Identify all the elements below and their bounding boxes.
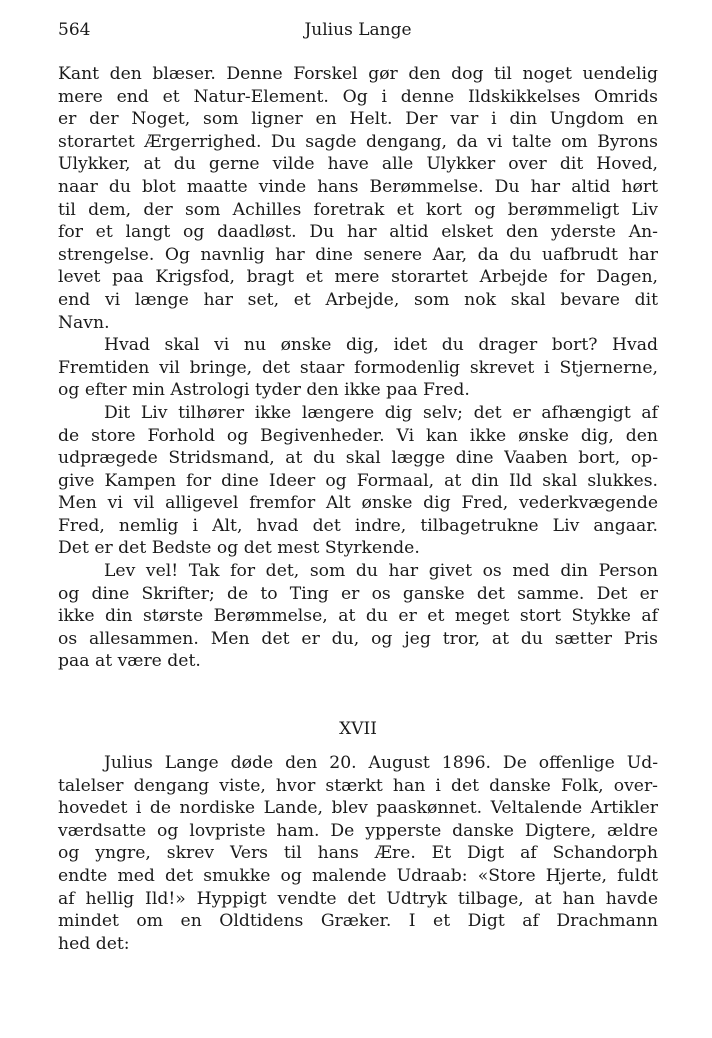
text-line: hed det: [58,933,130,954]
text-line: paa at være det. [58,651,201,672]
text-line: levet paa Krigsfod, bragt et mere storartet Arbejde for Dagen, [58,267,658,288]
text-line-indented: Hvad skal vi nu ønske dig, idet du drager bort? Hvad [104,335,658,356]
text-line: Navn. [58,312,110,333]
text-line: Det er det Bedste og det mest Styrkende. [58,538,420,559]
text-line: Fremtiden vil bringe, det staar formodenlig skrevet i Stjernerne, [58,357,658,378]
text-line-indented: Lev vel! Tak for det, som du har givet os med din Person [104,561,658,582]
text-line: og dine Skrifter; de to Ting er os ganske det samme. Det er [58,583,658,604]
text-line: de store Forhold og Begivenheder. Vi kan ikke ønske dig, den [58,425,658,446]
text-line-indented: Dit Liv tilhører ikke længere dig selv; det er afhængigt af [104,402,658,423]
text-line: endte med det smukke og malende Udraab: «Store Hjerte, fuldt [58,865,658,886]
text-line: end vi længe har set, et Arbejde, som nok skal bevare dit [58,289,658,310]
text-line: give Kampen for dine Ideer og Formaal, at din Ild skal slukkes. [58,470,658,491]
text-line: talelser dengang viste, hvor stærkt han i det danske Folk, over- [58,775,658,796]
text-line: og efter min Astrologi tyder den ikke paa Fred. [58,380,470,401]
text-line: udprægede Stridsmand, at du skal lægge dine Vaaben bort, op- [58,448,658,469]
text-line-indented: Julius Lange døde den 20. August 1896. De offenlige Ud- [104,753,658,773]
running-head: Julius Lange [304,20,412,40]
text-line: til dem, der som Achilles foretrak et kort og berømmeligt Liv [58,199,658,220]
text-line: Kant den blæser. Denne Forskel gør den dog til noget uendelig [58,64,658,84]
text-line: mindet om en Oldtidens Græker. I et Digt af Drachmann [58,911,658,932]
text-line: os allesammen. Men det er du, og jeg tror, at du sætter Pris [58,628,658,649]
text-line: Men vi vil alligevel fremfor Alt ønske dig Fred, vederkvægende [58,493,658,514]
text-line: er der Noget, som ligner en Helt. Der var i din Ungdom en [58,109,658,130]
section-heading: XVII [339,719,377,739]
text-line: strengelse. Og navnlig har dine senere Aar, da du uafbrudt har [58,244,658,265]
body-text-section-2 [58,752,658,955]
text-line: hovedet i de nordiske Lande, blev paaskønnet. Veltalende Artikler [58,798,658,819]
text-line: mere end et Natur-Element. Og i denne Ildskikkelses Omrids [58,86,658,107]
text-line: storartet Ærgerrighed. Du sagde dengang, da vi talte om Byrons [58,131,658,152]
text-line: værdsatte og lovpriste ham. De ypperste danske Digtere, ældre [58,820,658,841]
page-header [58,20,658,46]
text-line: Fred, nemlig i Alt, hvad det indre, tilbagetrukne Liv angaar. [58,515,658,536]
body-text-section-1 [58,63,658,673]
text-line: af hellig Ild!» Hyppigt vendte det Udtryk tilbage, at han havde [58,888,658,909]
text-line: ikke din største Berømmelse, at du er et meget stort Stykke af [58,606,658,627]
text-line: naar du blot maatte vinde hans Berømmelse. Du har altid hørt [58,176,658,197]
text-line: og yngre, skrev Vers til hans Ære. Et Digt af Schandorph [58,843,658,864]
text-line: Ulykker, at du gerne vilde have alle Ulykker over dit Hoved, [58,154,658,175]
text-line: for et langt og daadløst. Du har altid elsket den yderste An- [58,222,658,243]
page-number: 564 [58,20,91,40]
